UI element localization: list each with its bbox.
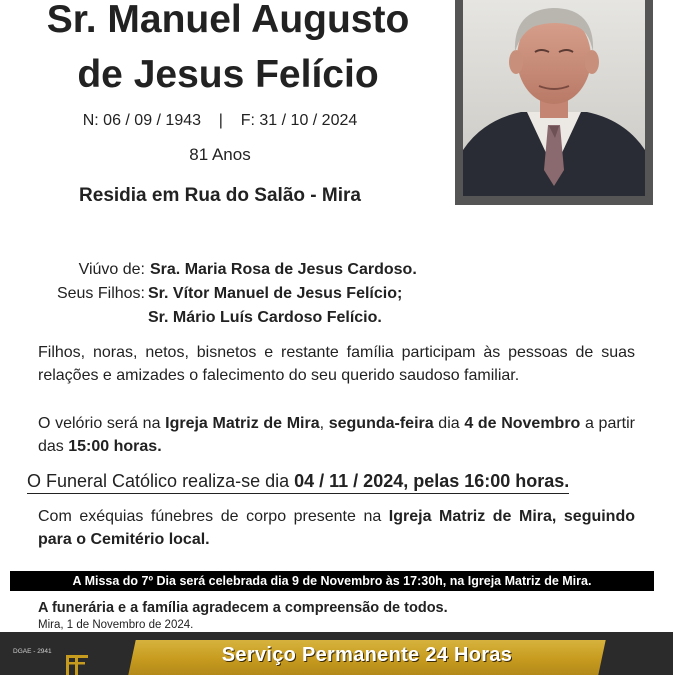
age: 81 Anos	[189, 145, 251, 164]
license-number: DGAE - 2941	[13, 648, 52, 655]
deceased-name-line2: de Jesus Felício	[77, 53, 379, 96]
wake-paragraph	[38, 412, 635, 458]
child-name: Sr. Mário Luís Cardoso Felício.	[148, 309, 382, 326]
wake-time: 15:00 horas.	[68, 438, 162, 455]
funeral-when: 04 / 11 / 2024, pelas 16:00 horas.	[294, 471, 570, 491]
exequies-paragraph	[38, 505, 635, 551]
children-label: Seus Filhos:	[56, 285, 145, 302]
mass-banner: A Missa do 7º Dia será celebrada dia 9 de Novembro às 17:30h, na Igreja Matriz de Mira.	[10, 571, 654, 591]
service-slogan: Serviço Permanente 24 Horas	[221, 644, 513, 666]
residence: Residia em Rua do Salão - Mira	[79, 185, 361, 206]
deceased-name-line1: Sr. Manuel Augusto	[46, 0, 410, 41]
announcement-paragraph: Filhos, noras, netos, bisnetos e restante família participam às pessoas de suas relações e amizades o falecimento do seu querido saudoso familiar.	[38, 344, 635, 384]
widower-label: Viúvo de:	[78, 261, 145, 278]
thanks-text: A funerária e a família agradecem a compreensão de todos.	[38, 600, 448, 616]
wake-place: Igreja Matriz de Mira	[165, 415, 320, 432]
wake-text: a partir das	[38, 415, 635, 455]
wake-day: segunda-feira	[328, 415, 434, 432]
widower-name: Sra. Maria Rosa de Jesus Cardoso.	[150, 261, 417, 278]
wake-text: dia	[433, 415, 465, 432]
wake-text: O velório será na	[38, 415, 166, 432]
place-date: Mira, 1 de Novembro de 2024.	[38, 619, 194, 631]
child-name: Sr. Vítor Manuel de Jesus Felício;	[148, 285, 403, 302]
portrait-photo	[463, 0, 645, 196]
exequies-text-bold: , seguindo para o Cemitério local.	[38, 508, 636, 548]
exequies-place: Igreja Matriz de Mira	[388, 508, 552, 525]
exequies-text: Com exéquias fúnebres de corpo presente na	[38, 508, 389, 525]
portrait-frame	[455, 0, 653, 205]
birth-death-dates: N: 06 / 09 / 1943 | F: 31 / 10 / 2024	[82, 112, 358, 129]
wake-text: ,	[319, 415, 329, 432]
funeral-text: O Funeral Católico realiza-se dia	[27, 471, 295, 491]
funeral-line	[27, 471, 569, 494]
wake-date: 4 de Novembro	[464, 415, 581, 432]
funeral-home-logo-icon	[60, 651, 94, 675]
